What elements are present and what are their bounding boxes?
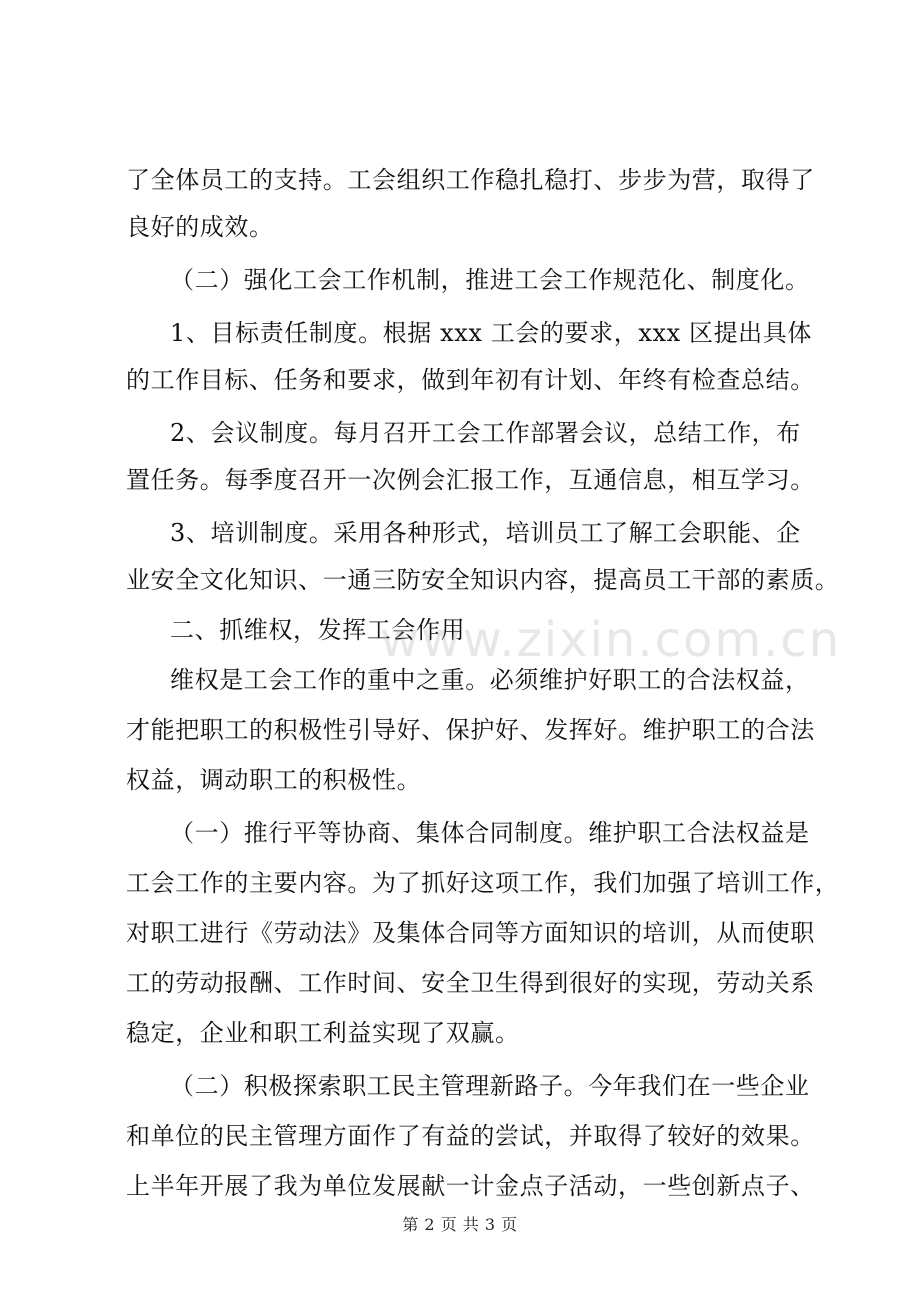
section-heading: （二）强化工会工作机制，推进工会工作规范化、制度化。 [170, 266, 810, 294]
section-heading: （一）推行平等协商、集体合同制度。维护职工合法权益是 [170, 819, 810, 847]
text-line: 才能把职工的积极性引导好、保护好、发挥好。维护职工的合法 [126, 716, 815, 744]
text-line: 和单位的民主管理方面作了有益的尝试，并取得了较好的效果。 [126, 1122, 815, 1150]
text-line: 置任务。每季度召开一次例会汇报工作，互通信息，相互学习。 [126, 466, 815, 494]
text-line: 良好的成效。 [126, 213, 274, 241]
text-line: 对职工进行《劳动法》及集体合同等方面知识的培训，从而使职 [126, 919, 815, 947]
page-footer: 第 2 页 共 3 页 [402, 1215, 518, 1234]
text-line: 业安全文化知识、一通三防安全知识内容，提高员工干部的素质。 [126, 566, 840, 594]
text-line: 维权是工会工作的重中之重。必须维护好职工的合法权益， [170, 666, 810, 694]
text-line: 1、目标责任制度。根据 xxx 工会的要求，xxx 区提出具体 [170, 319, 812, 347]
text-line: 稳定，企业和职工利益实现了双赢。 [126, 1019, 520, 1047]
text-line: 3、培训制度。采用各种形式，培训员工了解工会职能、企 [170, 519, 801, 547]
text-line: 工的劳动报酬、工作时间、安全卫生得到很好的实现，劳动关系 [126, 969, 815, 997]
text-line: 了全体员工的支持。工会组织工作稳扎稳打、步步为营，取得了 [126, 166, 815, 194]
text-line: 上半年开展了我为单位发展献一计金点子活动，一些创新点子、 [126, 1172, 815, 1200]
text-line: 工会工作的主要内容。为了抓好这项工作，我们加强了培训工作， [126, 869, 840, 897]
text-line: 的工作目标、任务和要求，做到年初有计划、年终有检查总结。 [126, 366, 815, 394]
section-heading: 二、抓维权，发挥工会作用 [170, 616, 466, 644]
section-heading: （二）积极探索职工民主管理新路子。今年我们在一些企业 [170, 1072, 810, 1100]
text-line: 2、会议制度。每月召开工会工作部署会议，总结工作，布 [170, 419, 801, 447]
watermark: www.zixin.com.cn [380, 612, 842, 668]
text-line: 权益，调动职工的积极性。 [126, 766, 422, 794]
